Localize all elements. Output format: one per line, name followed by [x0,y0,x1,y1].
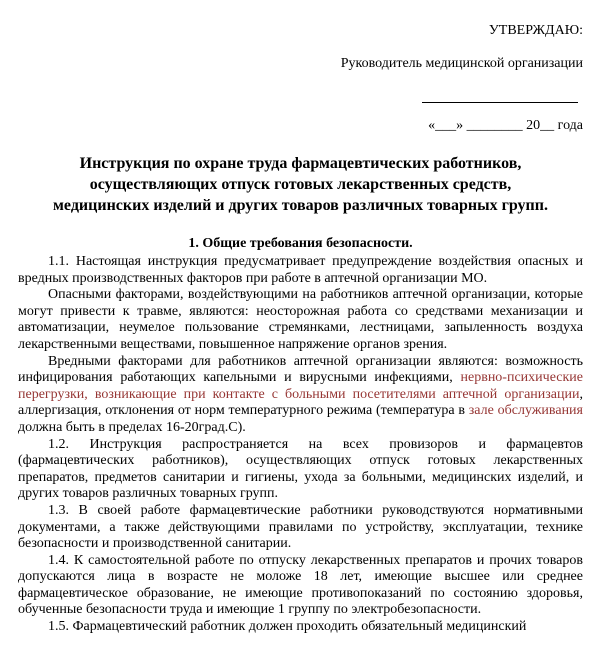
document-title-line: осуществляющих отпуск готовых лекарственных средств, [89,176,512,193]
body-text: 1.4. К самостоятельной работе по отпуску лекарственных препаратов и прочих товаров допускаются лица в возрасте не моложе 18 лет, имеющие высшее или среднее фармацевтическое образование, не имеющие противопоказаний по состоянию здоровья, обученные безопасности труда и имеющие 1 группу по электробезопасности. [18,552,583,618]
body-text: 1.2. Инструкция распространяется на всех провизоров и фармацевтов (фармацевтических работников), осуществляющих отпуск готовых лекарственных препаратов, предметов санитарии и гигиены, ухода за больными, медицинских изделий, и других товаров различных товарных групп. [18,436,583,502]
paragraph [18,503,583,553]
paragraph [18,254,583,287]
date-placeholder: «___» ________ 20__ года [428,118,583,133]
body-text: 1.1. Настоящая инструкция предусматривает предупреждение воздействия опасных и вредных производственных факторов при работе в аптечной организации МО. [18,254,583,286]
paragraph [18,437,583,503]
body-text: , аллергизация, отклонения от норм температурного режима (температура в [18,386,583,419]
paragraph [18,287,583,353]
body-text: 1.5. Фармацевтический работник должен проходить обязательный медицинский [48,619,527,635]
section-paragraphs [18,254,583,636]
approval-block [18,22,583,134]
document-title-line: медицинских изделий и других товаров различных товарных групп. [53,197,548,214]
signature-line [422,102,578,103]
paragraph [18,553,583,619]
document-title-line: Инструкция по охране труда фармацевтических работников, [79,155,522,172]
highlighted-text: нервно-психические перегрузки, возникающие при контакте с больными посетителями аптечной организации [18,370,583,402]
section-heading: 1. Общие требования безопасности. [188,236,413,251]
body-text: Вредными факторами для работников аптечной организации являются: возможность инфицирования работающих капельными и вирусными инфекциями, [18,353,583,386]
body-text: Опасными факторами, воздействующими на работников аптечной организации, которые могут привести к травме, являются: неосторожная работа со средствами механизации и автоматизации, неумелое пользование стремянками, лестницами, запыленность воздуха лекарственными веществами, повышенное напряжение органов зрения. [18,287,583,352]
document-title [18,153,583,216]
paragraph [18,354,583,437]
approver-role: Руководитель медицинской организации [340,56,583,71]
body-text: 1.3. В своей работе фармацевтические работники руководствуются нормативными документами, а также действующими правилами по устройству, эксплуатации, технике безопасности и производственной санитарии. [18,502,583,552]
highlighted-text: зале обслуживания [468,403,583,419]
body-text: должна быть в пределах 16-20град.С). [18,419,246,435]
approve-label: УТВЕРЖДАЮ: [488,23,583,38]
paragraph [18,619,583,636]
